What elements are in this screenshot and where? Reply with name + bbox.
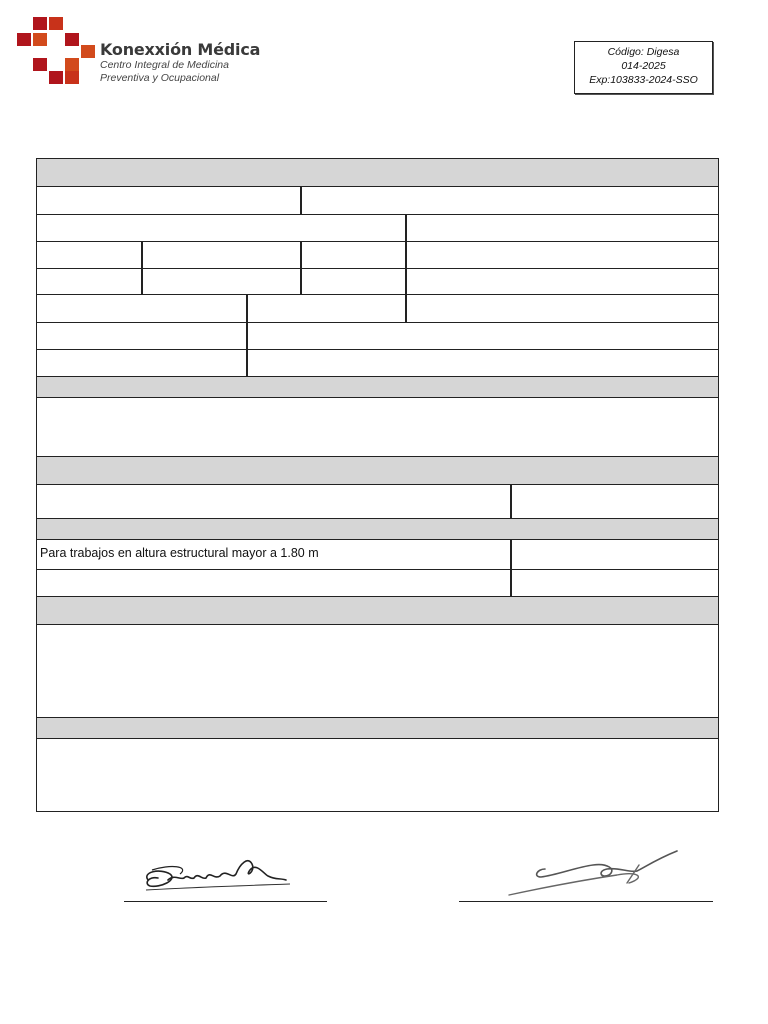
code-line-1: Código: Digesa <box>607 46 680 58</box>
column-divider <box>405 214 407 322</box>
code-line-3: Exp:103833-2024-SSO <box>589 74 698 86</box>
brand-tagline-1: Centro Integral de Medicina <box>100 59 229 71</box>
right-signature-line <box>459 901 713 902</box>
brand-tagline-2: Preventiva y Ocupacional <box>100 72 220 84</box>
cross-logo-icon <box>17 17 97 87</box>
brand-name: Konexxión Médica <box>100 40 261 59</box>
left-signature <box>140 850 300 900</box>
row-divider <box>37 484 718 485</box>
section-header-6 <box>37 718 718 738</box>
row-divider <box>37 349 718 350</box>
form-table <box>36 158 719 812</box>
column-divider <box>510 539 512 596</box>
row-divider <box>37 241 718 242</box>
row-divider <box>37 376 718 377</box>
section-header-4 <box>37 519 718 539</box>
column-divider <box>246 294 248 376</box>
right-signature <box>497 847 687 902</box>
row-divider <box>37 322 718 323</box>
section-header-1 <box>37 159 718 186</box>
row-divider <box>37 214 718 215</box>
column-divider <box>300 241 302 294</box>
section-header-3 <box>37 457 718 484</box>
row-divider <box>37 738 718 739</box>
digesa-code-box <box>574 41 713 94</box>
altura-row-label: Para trabajos en altura estructural mayor a 1.80 m <box>40 546 319 560</box>
left-signature-line <box>124 901 327 902</box>
row-divider <box>37 569 718 570</box>
row-divider <box>37 456 718 457</box>
code-line-2: 014-2025 <box>621 60 666 72</box>
row-divider <box>37 596 718 597</box>
company-logo <box>17 17 261 87</box>
section-header-2 <box>37 377 718 397</box>
column-divider <box>510 484 512 518</box>
row-divider <box>37 539 718 540</box>
row-divider <box>37 717 718 718</box>
row-divider <box>37 518 718 519</box>
row-divider <box>37 186 718 187</box>
row-divider <box>37 624 718 625</box>
column-divider <box>141 241 143 294</box>
column-divider <box>300 186 302 214</box>
row-divider <box>37 294 718 295</box>
section-header-5 <box>37 597 718 624</box>
row-divider <box>37 397 718 398</box>
row-divider <box>37 268 718 269</box>
